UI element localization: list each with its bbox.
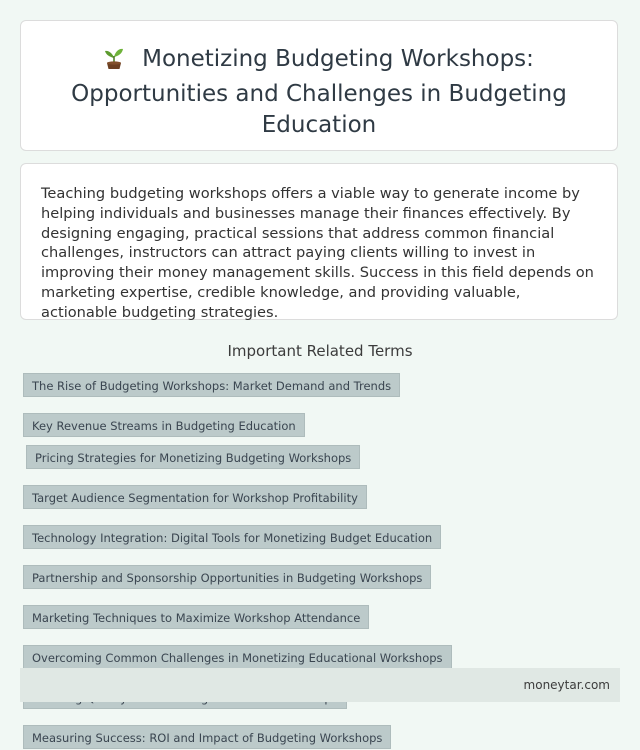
- footer-site-link[interactable]: moneytar.com: [523, 678, 610, 692]
- term-tag[interactable]: Technology Integration: Digital Tools for Monetizing Budget Education: [23, 525, 441, 549]
- term-tag[interactable]: Pricing Strategies for Monetizing Budgeting Workshops: [26, 445, 360, 469]
- term-tag[interactable]: Measuring Success: ROI and Impact of Budgeting Workshops: [23, 725, 391, 749]
- title-line-3: Education: [261, 112, 377, 138]
- term-tag[interactable]: Marketing Techniques to Maximize Workshop Attendance: [23, 605, 369, 629]
- page-title: [21, 44, 617, 141]
- footer: [20, 668, 620, 702]
- related-terms-heading: Important Related Terms: [227, 342, 413, 360]
- title-line-1: Monetizing Budgeting Workshops:: [142, 46, 534, 72]
- term-tag[interactable]: Overcoming Common Challenges in Monetizing Educational Workshops: [23, 645, 452, 669]
- term-tag[interactable]: The Rise of Budgeting Workshops: Market Demand and Trends: [23, 373, 400, 397]
- intro-card: [20, 163, 618, 320]
- term-tag[interactable]: Target Audience Segmentation for Workshop Profitability: [23, 485, 367, 509]
- sprout-icon: [104, 46, 124, 79]
- term-tag[interactable]: Partnership and Sponsorship Opportunities in Budgeting Workshops: [23, 565, 431, 589]
- title-card: [20, 20, 618, 151]
- intro-paragraph: Teaching budgeting workshops offers a viable way to generate income by helping individuals and businesses manage their finances effectively. By designing engaging, practical sessions that address common financial challenges, instructors can attract paying clients willing to invest in improving their money management skills. Success in this field depends on marketing expertise, credible knowledge, and providing valuable, actionable budgeting strategies.: [41, 185, 594, 321]
- title-line-2: Opportunities and Challenges in Budgeting: [71, 81, 567, 107]
- term-tag[interactable]: Key Revenue Streams in Budgeting Education: [23, 413, 305, 437]
